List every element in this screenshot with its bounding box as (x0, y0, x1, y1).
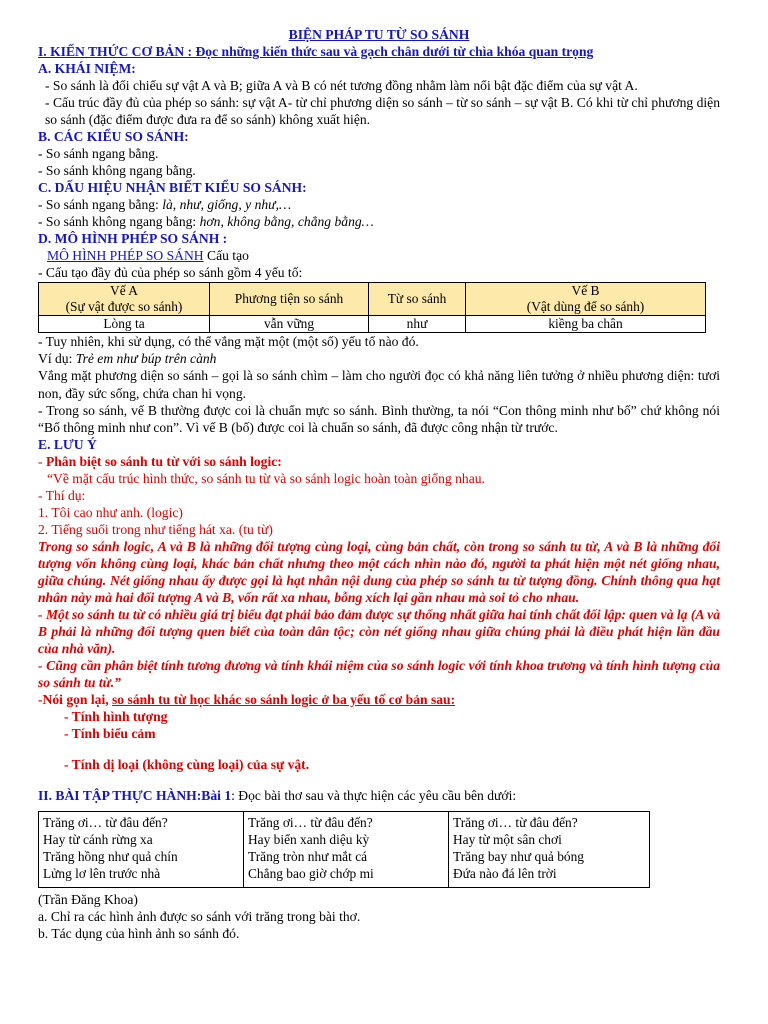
table-header-cell: Vế B (Vật dùng để so sánh) (466, 283, 706, 316)
table-header-cell: Vế A (Sự vật được so sánh) (39, 283, 210, 316)
distinguish-line: - Phân biệt so sánh tu từ với so sánh logic: (38, 454, 282, 469)
paragraph-structure: - Cấu trúc đầy đủ của phép so sánh: sự vật A- từ chỉ phương diện so sánh – từ so sánh – sự vật B. Có khi từ chỉ phương diện so sánh (đặc điểm được đưa ra để so sánh) không xuất hiện. (45, 95, 720, 127)
section1-heading: I. KIẾN THỨC CƠ BẢN : Đọc những kiến thức sau và gạch chân dưới từ chìa khóa quan trọng (38, 44, 594, 59)
sign-unequal-line (38, 213, 720, 230)
poem-table (38, 811, 650, 888)
distinguish-heading: Phân biệt so sánh tu từ với so sánh logic: (45, 454, 282, 469)
model-suffix: Cấu tạo (203, 248, 249, 263)
poem-row (39, 812, 650, 888)
heading-e: E. LƯU Ý (38, 437, 97, 452)
model-line (38, 247, 720, 264)
structure-note: “Về mặt cấu trúc hình thức, so sánh tu từ và so sánh logic hoàn toàn giống nhau. (47, 471, 485, 486)
example-logic: 1. Tôi cao như anh. (logic) (38, 505, 183, 520)
heading-b: B. CÁC KIỂU SO SÁNH: (38, 129, 189, 144)
table-header-cell: Phương tiện so sánh (210, 283, 369, 316)
heading-a: A. KHÁI NIỆM: (38, 61, 136, 76)
exercise-label: Bài 1 (201, 788, 232, 803)
poem-stanza: Trăng ơi… từ đâu đến? Hay biển xanh diệu kỳ Trăng tròn như mắt cá Chẳng bao giờ chớp mi (244, 812, 449, 888)
poem-stanza: Trăng ơi… từ đâu đến? Hay từ một sân chơi Trăng bay như quả bóng Đứa nào đá lên trời (449, 812, 650, 888)
list-item: - So sánh không ngang bằng. (38, 163, 196, 178)
table-row (39, 316, 706, 333)
paragraph-distinguish: - Cũng cần phân biệt tính tương đương và tính khái niệm của so sánh logic với tính khoa trương và tính hình tượng của so sánh tu từ.” (38, 658, 720, 690)
model-link[interactable]: MÔ HÌNH PHÉP SO SÁNH (47, 248, 204, 263)
table-header-cell: Từ so sánh (369, 283, 466, 316)
paragraph-standard: - Trong so sánh, vế B thường được coi là chuẩn mực so sánh. Bình thường, ta nói “Con thông minh như bố” chứ không nói “Bố thông minh như con”. Vì vế B (bố) được coi là chuẩn so sánh, đã được công nhận từ trước. (38, 403, 720, 435)
table-cell: kiềng ba chân (466, 316, 706, 333)
question-b: b. Tác dụng của hình ảnh so sánh đó. (38, 926, 240, 941)
sign-unequal-words: hơn, không bằng, chẳng bằng… (199, 214, 374, 229)
paragraph-logic-vs-rhetoric: Trong so sánh logic, A và B là những đối tượng cùng loại, cùng bản chất, còn trong so sánh tu từ, A và B là những đối tượng vốn không cùng loại, khác bản chất nhưng theo một cách nhìn nào đó, người ta phát hiện một nét giống nhau, giữa chúng. Nét giống nhau ấy được gọi là hạt nhân nội dung của phép so sánh tu từ tượng đồng. Chính thông qua hạt nhân này mà hai đối tượng A và B, vốn rất xa nhau, bỗng xích lại gần nhau mà soi tỏ cho nhau. (38, 539, 720, 605)
table-cell: vẫn vững (210, 316, 369, 333)
example-label: Ví dụ: (38, 351, 76, 366)
question-a: a. Chỉ ra các hình ảnh được so sánh với trăng trong bài thơ. (38, 909, 361, 924)
model-intro: - Cấu tạo đầy đủ của phép so sánh gồm 4 yếu tố: (38, 265, 303, 280)
sign-equal-label: - So sánh ngang bằng: (38, 197, 163, 212)
example-heading: - Thí dụ: (38, 488, 86, 503)
factor-item: - Tính biểu cảm (64, 726, 156, 741)
paragraph-hidden-comparison: Vắng mặt phương diện so sánh – gọi là so sánh chìm – làm cho người đọc có khả năng liên tưởng ở nhiều phương diện: tươi non, đầy sức sống, chứa chan hi vọng. (38, 368, 720, 401)
section2-line (38, 787, 720, 804)
poem-author: (Trần Đăng Khoa) (38, 892, 138, 907)
poem-stanza: Trăng ơi… từ đâu đến? Hay từ cánh rừng xa Trăng hồng như quả chín Lửng lơ lên trước nhà (39, 812, 244, 888)
section2-heading: II. BÀI TẬP THỰC HÀNH: (38, 788, 202, 803)
table-cell: Lòng ta (39, 316, 210, 333)
sign-unequal-label: - So sánh không ngang bằng: (38, 214, 200, 229)
paragraph-definition: - So sánh là đối chiếu sự vật A và B; giữa A và B có nét tương đồng nhằm làm nổi bật đặc điểm của sự vật A. (45, 78, 638, 93)
summary-line: -Nói gọn lại, so sánh tu từ học khác so sánh logic ở ba yếu tố cơ bản sau: (38, 692, 456, 707)
sign-equal-line (38, 196, 720, 213)
heading-c: C. DẤU HIỆU NHẬN BIẾT KIỂU SO SÁNH: (38, 180, 307, 195)
summary-underlined: so sánh tu từ học khác so sánh logic ở ba yếu tố cơ bản sau: (112, 692, 456, 707)
factor-item: - Tính dị loại (không cùng loại) của sự vật. (64, 757, 310, 772)
table-header-row (39, 283, 706, 316)
paragraph-values: - Một so sánh tu từ có nhiều giá trị biểu đạt phải bảo đảm được sự thống nhất giữa hai tính chất đối lập: quen và lạ (A và B phải là những đối tượng quen biết của toàn dân tộc; còn nét giống nhau giữa chúng phải là điều phát hiện lần đầu của nhà văn). (38, 607, 720, 656)
example-line (38, 350, 720, 367)
factor-item: - Tính hình tượng (64, 709, 168, 724)
document-title: BIỆN PHÁP TU TỪ SO SÁNH (288, 27, 470, 42)
document-page (38, 26, 720, 942)
exercise-instruction: : Đọc bài thơ sau và thực hiện các yêu cầu bên dưới: (231, 788, 517, 803)
example-rhetoric: 2. Tiếng suối trong như tiếng hát xa. (tu từ) (38, 522, 273, 537)
heading-d: D. MÔ HÌNH PHÉP SO SÁNH : (38, 231, 228, 246)
list-item: - So sánh ngang bằng. (38, 146, 159, 161)
note-absent: - Tuy nhiên, khi sử dụng, có thể vắng mặt một (một số) yếu tố nào đó. (38, 334, 419, 349)
example-text: Trẻ em như búp trên cành (75, 351, 217, 366)
sign-equal-words: là, như, giống, y như,… (162, 197, 292, 212)
model-table (38, 282, 706, 333)
table-cell: như (369, 316, 466, 333)
